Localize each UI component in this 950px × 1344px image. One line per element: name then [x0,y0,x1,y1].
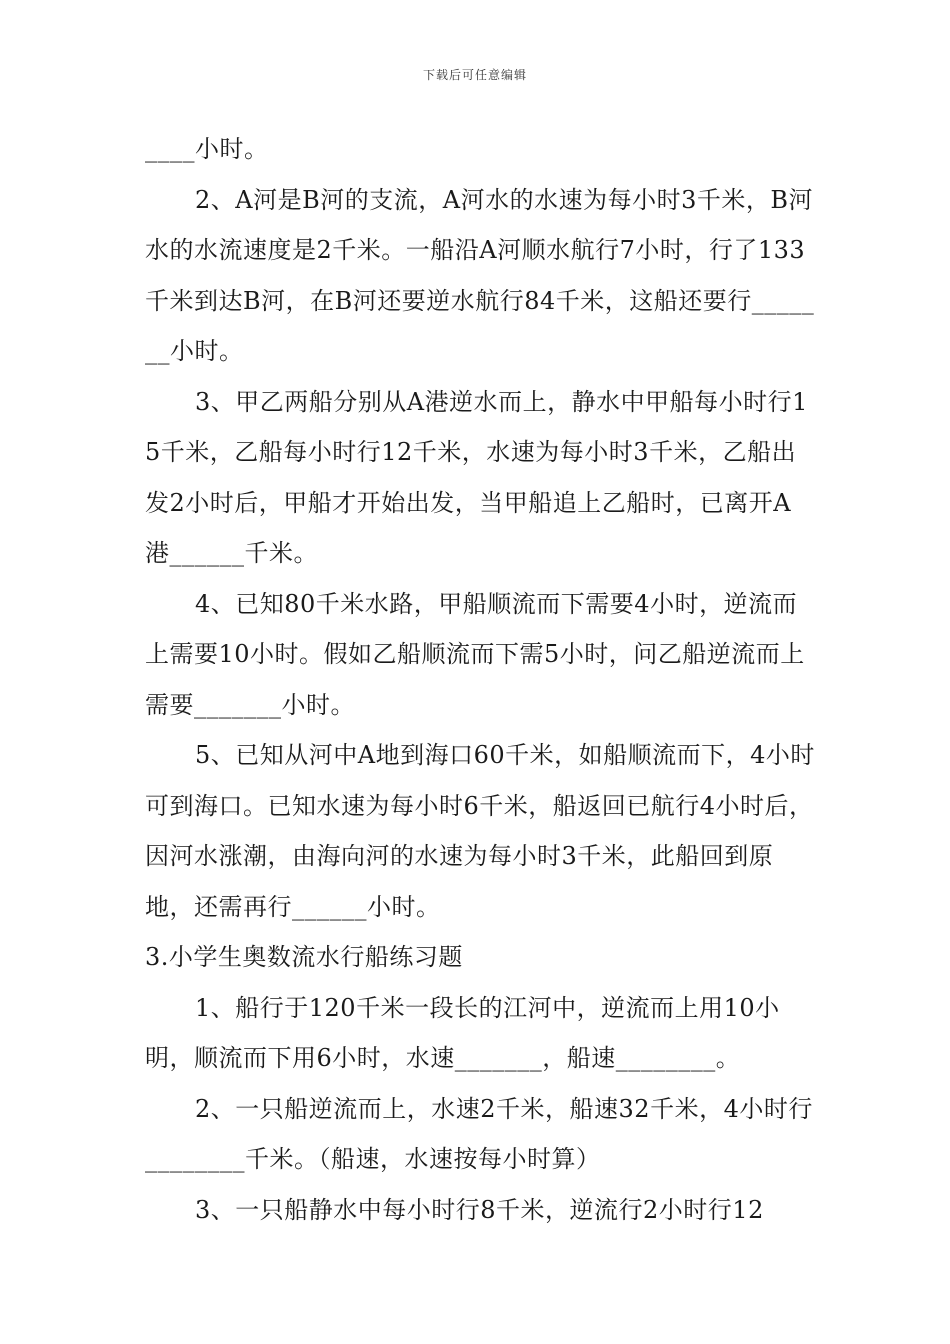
paragraph-question-3: 3、甲乙两船分别从A港逆水而上，静水中甲船每小时行15千米，乙船每小时行12千米，水速为每小时3千米，乙船出发2小时后，甲船才开始出发，当甲船追上乙船时，已离开A港______千米。 [145,387,808,567]
paragraph-exercise-3: 3、一只船静水中每小时行8千米，逆流行2小时行12 [195,1195,764,1224]
paragraph-continuation: ____小时。 [145,135,269,163]
paragraph-question-5: 5、已知从河中A地到海口60千米，如船顺流而下，4小时可到海口。已知水速为每小时6千米，船返回已航行4小时后，因河水涨潮，由海向河的水速为每小时3千米，此船回到原地，还需再行______小时。 [145,741,815,921]
paragraph-question-2: 2、A河是B河的支流，A河水的水速为每小时3千米，B河水的水流速度是2千米。一船沿A河顺水航行7小时，行了133千米到达B河，在B河还要逆水航行84千米，这船还要行_______小时。 [145,185,815,365]
section-heading: 3.小学生奥数流水行船练习题 [145,943,463,971]
paragraph-exercise-2: 2、一只船逆流而上，水速2千米，船速32千米，4小时行________千米。（船速，水速按每小时算） [145,1094,813,1173]
page-header: 下载后可任意编辑 [422,68,527,82]
document-body [145,124,815,1235]
paragraph-exercise-1: 1、船行于120千米一段长的江河中，逆流而上用10小明，顺流而下用6小时，水速_______，船速________。 [145,993,780,1072]
paragraph-question-4: 4、已知80千米水路，甲船顺流而下需要4小时，逆流而上需要10小时。假如乙船顺流而下需5小时，问乙船逆流而上需要_______小时。 [145,589,805,719]
